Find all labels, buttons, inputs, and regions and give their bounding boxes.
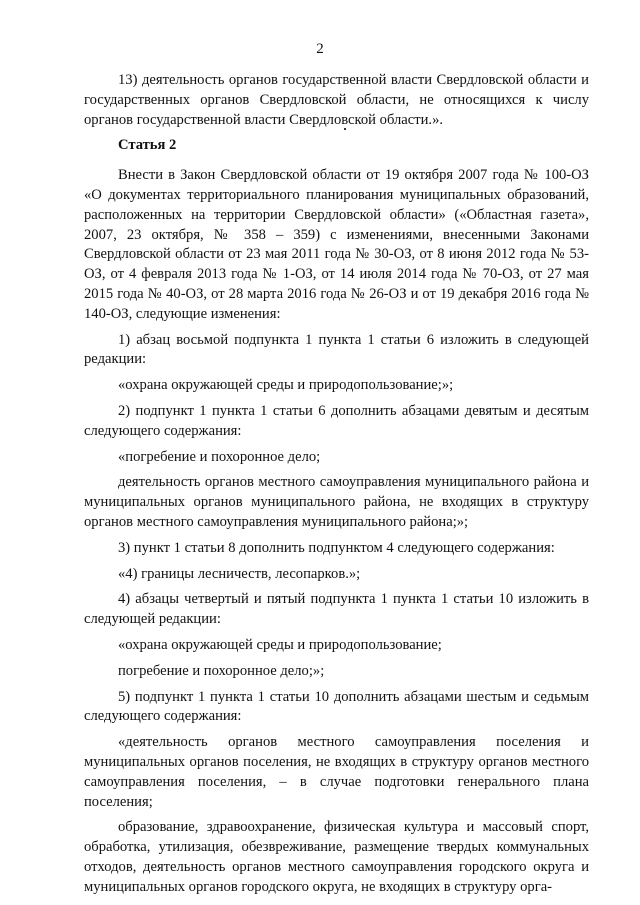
page-number: 2 xyxy=(316,41,324,57)
amendment-4: 4) абзацы четвертый и пятый подпункта 1 пункта 1 статьи 10 изложить в следующей редакции: xyxy=(84,591,589,628)
amendment-3: 3) пункт 1 статьи 8 дополнить подпунктом 4 следующего содержания: xyxy=(118,539,555,556)
paragraph-item-13: 13) деятельность органов государственной власти Свердловской области и государственных органов Свердловской области, не относящихся к числу органов государственной власти Свердловской области.». xyxy=(84,72,589,128)
article-heading: Статья 2 xyxy=(118,137,177,154)
amendment-5-text-b: образование, здравоохранение, физическая культура и массовый спорт, обработка, утилизация, обезвреживание, размещение твердых коммунальных отходов, деятельность органов местного самоуправления городского округа и муниципальных органов городского округа, не входящих в структуру орга- xyxy=(84,819,589,895)
amendment-5: 5) подпункт 1 пункта 1 статьи 10 дополнить абзацами шестым и седьмым следующего содержания: xyxy=(84,688,589,725)
amendment-1: 1) абзац восьмой подпункта 1 пункта 1 статьи 6 изложить в следующей редакции: xyxy=(84,331,589,368)
amendment-2-text-b: деятельность органов местного самоуправления муниципального района и муниципальных органов муниципального района, не входящих в структуру органов местного самоуправления муниципального района;»; xyxy=(84,474,589,530)
amendment-4-text-a: «охрана окружающей среды и природопользование; xyxy=(118,636,442,653)
document-body xyxy=(84,71,589,899)
amendment-1-text: «охрана окружающей среды и природопользование;»; xyxy=(118,377,454,394)
amendment-4-text-b: погребение и похоронное дело;»; xyxy=(118,662,325,679)
article-intro: Внести в Закон Свердловской области от 19 октября 2007 года № 100-ОЗ «О документах территориального планирования муниципальных образований, расположенных на территории Свердловской области» («Областная газета», 2007, 23 октября, № 358 – 359) с изменениями, внесенными Законами Свердловской области от 23 мая 2011 года № 30-ОЗ, от 8 июня 2012 года № 53-ОЗ, от 4 февраля 2013 года № 1-ОЗ, от 14 июля 2014 года № 70-ОЗ, от 27 мая 2015 года № 40-ОЗ, от 28 марта 2016 года № 26-ОЗ и от 19 декабря 2016 года № 140-ОЗ, следующие изменения: xyxy=(84,167,589,322)
amendment-2-text-a: «погребение и похоронное дело; xyxy=(118,448,321,465)
amendment-2: 2) подпункт 1 пункта 1 статьи 6 дополнить абзацами девятым и десятым следующего содержания: xyxy=(84,402,589,439)
amendment-3-text: «4) границы лесничеств, лесопарков.»; xyxy=(118,565,361,582)
amendment-5-text-a: «деятельность органов местного самоуправления поселения и муниципальных органов поселения, не входящих в структуру органов местного самоуправления поселения, – в случае подготовки генерального плана поселения; xyxy=(84,734,589,810)
